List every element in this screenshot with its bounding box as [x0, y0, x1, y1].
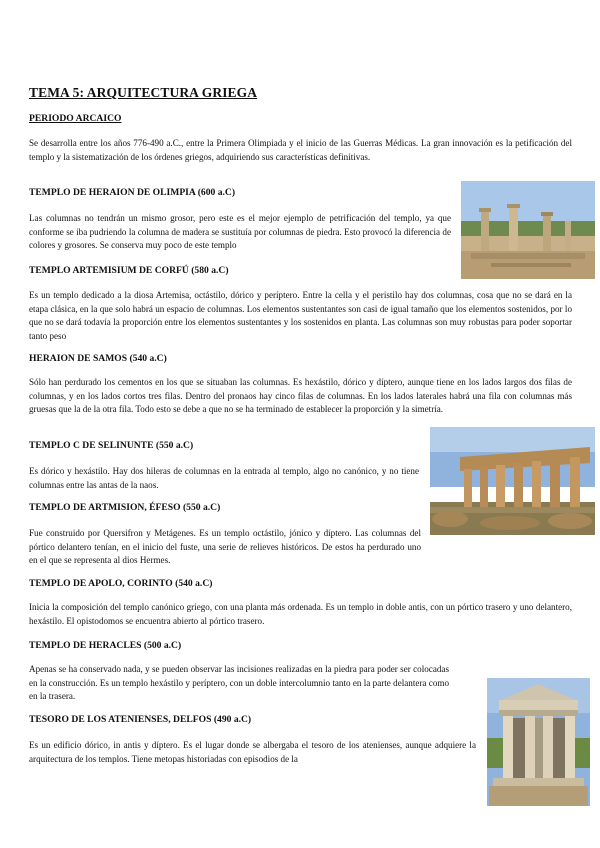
section-heading-artemisium-corfu: TEMPLO ARTEMISIUM DE CORFÚ (580 a.C): [29, 265, 229, 276]
section-text-heracles: Apenas se ha conservado nada, y se pueden observar las incisiones realizadas en la piedra para poder ser colocadas en la construcción. Es un templo hexástilo y períptero, con un doble intercolumnio tanto en la parte delantera como en la trasera.: [29, 664, 449, 701]
section-heading-heracles: TEMPLO DE HERACLES (500 a.C): [29, 640, 182, 651]
section-heading-tesoro-atenienses: TESORO DE LOS ATENIENSES, DELFOS (490 a.C): [29, 714, 252, 725]
intro-paragraph: Se desarrolla entre los años 776-490 a.C., entre la Primera Olimpiada y el inicio de las Guerras Médicas. La gran innovación es la petificación del templo y la sistematización de los órdenes griegos, adquiriendo sus características definitivas.: [29, 138, 572, 162]
section-heading-artmision-efeso: TEMPLO DE ARTMISION, ÉFESO (550 a.C): [29, 502, 221, 513]
heraion-olimpia-photo: [461, 181, 595, 279]
section-text-artmision-efeso: Fue construido por Quersifron y Metágenes. Es un templo octástilo, jónico y díptero. Las columnas del pórtico delantero tenían, en el inicio del fuste, una serie de relieves históricos. De estos ha perdurado uno en el que se representa al dios Hermes.: [29, 528, 421, 565]
section-text-heraion-samos: Sólo han perdurado los cementos en los que se situaban las columnas. Es hexástilo, dórico y díptero, aunque tiene en los lados largos dos filas de columnas, y en los lados cortos tres filas. Dentro del pronaos hay cinco filas de columnas. En los lados laterales habrá una fila con columnas más gruesas que la de la otra fila. Todo esto se debe a que no se ha terminado de establecer la proporción y la simetría.: [29, 377, 572, 414]
section-text-heraion-olimpia: Las columnas no tendrán un mismo grosor, pero este es el mejor ejemplo de petrificación del templo, ya que conforme se iba pudriendo la columna de madera se sustituía por columnas de piedra. Esto provocó la diferencia de colores y grosores. Se conserva muy poco de este templo: [29, 213, 451, 250]
section-text-tesoro-atenienses: Es un edificio dórico, in antis y díptero. Es el lugar donde se albergaba el tesoro de los atenienses, aunque adquiere la arquitectura de los templos. Tiene metopas historiadas con episodios de la: [29, 740, 476, 764]
selinunte-temple-photo: [430, 427, 595, 535]
section-text-apolo-corinto: Inicia la composición del templo canónico griego, con una planta más ordenada. Es un templo in doble antis, con un pórtico trasero y uno delantero, hexástilo. El opistodomos se encuentra abierto al pórtico trasero.: [29, 602, 572, 626]
tesoro-atenienses-photo: [487, 678, 590, 806]
period-heading: PERIODO ARCAICO: [29, 113, 122, 124]
section-heading-selinunte: TEMPLO C DE SELINUNTE (550 a.C): [29, 440, 194, 451]
section-text-selinunte: Es dórico y hexástilo. Hay dos hileras de columnas en la entrada al templo, algo no canónico, y no tiene columnas entre las antas de la naos.: [29, 466, 419, 490]
section-text-artemisium-corfu: Es un templo dedicado a la diosa Artemisa, octástilo, dórico y períptero. Entre la cella y el peristilo hay dos columnas, cosa que no se dará en la etapa clásica, en la que solo habrá un espacio de columnas. Los elementos sustentantes son casi de igual tamaño que los elementos sostenidos, por lo que no se dará todavía la proporción entre los elementos sustentantes y los sostenidos en planta. Las columnas son muy robustas para poder soportar tanto peso: [29, 290, 572, 341]
section-heading-apolo-corinto: TEMPLO DE APOLO, CORINTO (540 a.C): [29, 578, 213, 589]
page-title: TEMA 5: ARQUITECTURA GRIEGA: [29, 85, 258, 100]
section-heading-heraion-olimpia: TEMPLO DE HERAION DE OLIMPIA (600 a.C): [29, 187, 236, 198]
section-heading-heraion-samos: HERAION DE SAMOS (540 a.C): [29, 353, 167, 364]
